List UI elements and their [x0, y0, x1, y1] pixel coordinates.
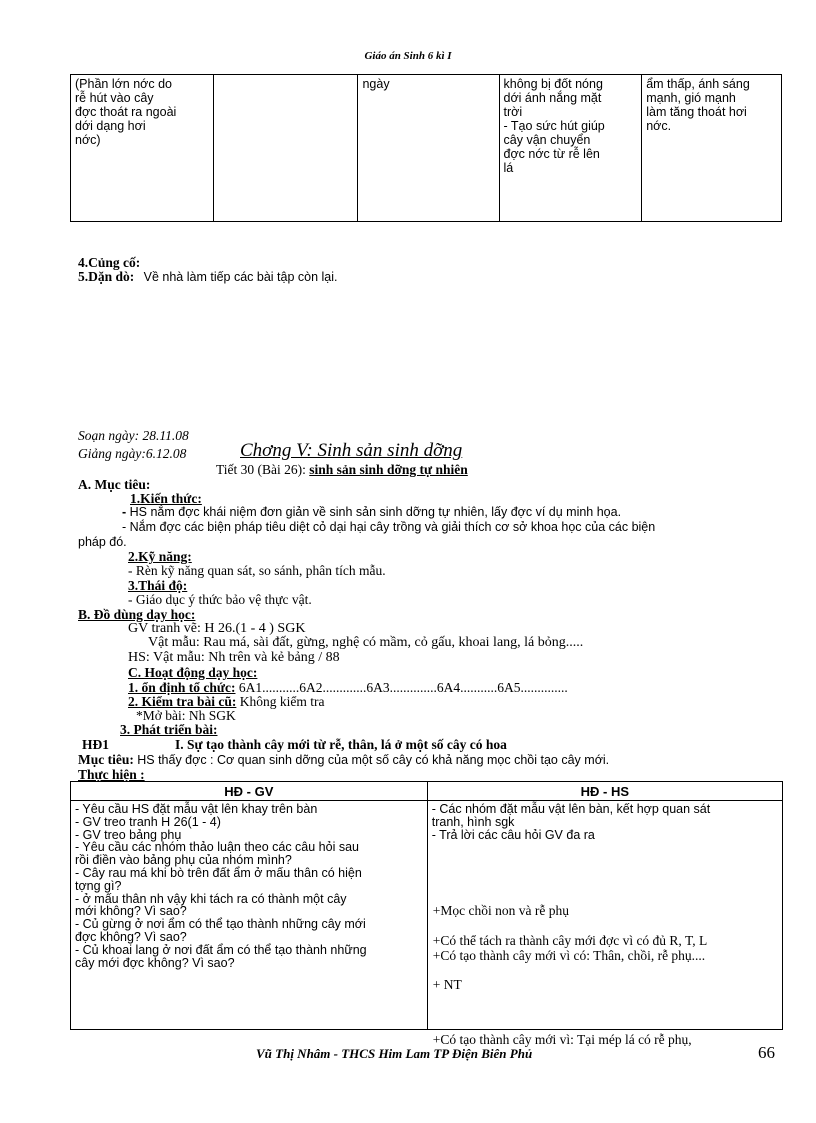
knowledge-item-2-cont: pháp đó.: [78, 535, 127, 549]
knowledge-heading: 1.Kiến thức:: [130, 491, 202, 506]
continuation-table: [70, 74, 782, 222]
homework-line: [78, 269, 338, 285]
table1-col2: [213, 75, 358, 222]
goal-line: [78, 752, 609, 768]
goal-label: Mục tiêu:: [78, 752, 134, 767]
footer-author: Vũ Thị Nhâm - THCS Him Lam TP Điện Biên Phủ: [256, 1046, 533, 1061]
check-label: 2. Kiểm tra bài cũ:: [128, 694, 237, 709]
procedure-label: Thực hiện :: [78, 767, 145, 782]
materials-teacher: GV tranh vẽ: H 26.(1 - 4 ) SGK: [128, 621, 306, 636]
attitude-item-1: - Giáo dục ý thức bảo vệ thực vật.: [128, 592, 312, 607]
chapter-title: Chơng V: Sinh sản sinh dỡng: [240, 440, 463, 461]
materials-students: HS: Vật mẫu: Nh trên và kẻ bảng / 88: [128, 650, 340, 665]
homework-text: Về nhà làm tiếp các bài tập còn lại.: [143, 270, 338, 284]
knowledge-item-1: - HS nắm đợc khái niệm đơn giản về sinh sản sinh dỡng tự nhiên, lấy đợc ví dụ minh họa.: [122, 505, 622, 519]
hs-column-header: HĐ - HS: [427, 782, 782, 801]
prepared-date: Soạn ngày: 28.11.08: [78, 428, 189, 443]
taught-date: Giảng ngày:6.12.08: [78, 446, 187, 461]
lesson-title: [216, 462, 468, 478]
goal-text: HS thấy đợc : Cơ quan sinh dỡng của một số cây có khả năng mọc chồi tạo cây mới.: [137, 753, 610, 767]
attitude-heading: 3.Thái độ:: [128, 578, 188, 593]
lesson-prefix: Tiết 30 (Bài 26):: [216, 462, 306, 477]
consolidation-label: 4.Củng cố:: [78, 255, 141, 270]
skills-heading: 2.Kỹ năng:: [128, 549, 192, 564]
materials-specimens: Vật mẫu: Rau má, sài đất, gừng, nghệ có mầm, cỏ gấu, khoai lang, lá bỏng.....: [148, 635, 584, 650]
activities-heading: C. Hoạt động dạy học:: [128, 665, 258, 680]
table1-col5: ẩm thấp, ánh sáng mạnh, gió mạnh làm tăng thoát hơi nớc.: [642, 75, 782, 222]
table1-col1: (Phần lớn nớc do rễ hút vào cây đợc thoát ra ngoài dới dạng hơi nớc): [71, 75, 214, 222]
page-number: 66: [758, 1043, 775, 1062]
table1-col3: ngày: [358, 75, 499, 222]
page-header: Giáo án Sinh 6 kì I: [364, 50, 452, 62]
knowledge-item-2: - Nắm đợc các biện pháp tiêu diệt cỏ dại hại cây trồng và giải thích cơ sở khoa học của các biện: [122, 520, 656, 534]
hs-activities: - Các nhóm đặt mẫu vật lên bàn, kết hợp quan sát tranh, hình sgk - Trả lời các câu hỏi GV đa ra +Mọc chồi non và rễ phụ +Có thể tách ra thành cây mới đợc vì có đủ R, T, L +Có tạo thành cây mới vì có: Thân, chồi, rễ phụ.... + NT +Có tạo thành cây mới vì: Tại mép lá có rễ phụ,: [427, 801, 782, 1030]
lesson-heading: 3. Phát triển bài:: [120, 722, 218, 737]
skills-item-1: - Rèn kỹ năng quan sát, so sánh, phân tích mẫu.: [128, 563, 386, 578]
gv-activities: - Yêu cầu HS đặt mẫu vật lên khay trên bàn - GV treo tranh H 26(1 - 4) - GV treo bảng phụ - Yêu cầu các nhóm thảo luận theo các câu hỏi sau rồi điền vào bảng phụ của nhóm mình? - Cây rau má khi bò trên đất ẩm ở mấu thân có hiện tợng gì? - ở mấu thân nh vậy khi tách ra có thành một cây mới không? Vì sao? - Củ gừng ở nơi ẩm có thể tạo thành những cây mới đợc không? Vì sao? - Củ khoai lang ở nơi đất ẩm có thể tạo thành những cây mới đợc không? Vì sao?: [71, 801, 428, 1030]
intro-line: *Mở bài: Nh SGK: [136, 708, 236, 723]
activity-table: [70, 781, 783, 1047]
objectives-heading: A. Mục tiêu:: [78, 477, 151, 492]
org-label: 1. ổn định tổ chức:: [128, 680, 236, 695]
hd1-title: I. Sự tạo thành cây mới từ rễ, thân, lá ở một số cây có hoa: [175, 737, 507, 752]
org-text: 6A1...........6A2.............6A3..............6A4...........6A5..............: [238, 680, 568, 695]
homework-label: 5.Dặn dò:: [78, 269, 135, 284]
materials-heading: B. Đồ dùng dạy học:: [78, 607, 196, 622]
hd1-label: HĐ1: [82, 737, 109, 752]
lesson-name: sinh sản sinh dỡng tự nhiên: [309, 462, 468, 477]
gv-column-header: HĐ - GV: [71, 782, 428, 801]
table1-col4: không bị đốt nóng dới ánh nắng mặt trời - Tạo sức hút giúp cây vận chuyển đợc nớc từ rễ lên lá: [499, 75, 642, 222]
check-text: Không kiểm tra: [239, 694, 325, 709]
